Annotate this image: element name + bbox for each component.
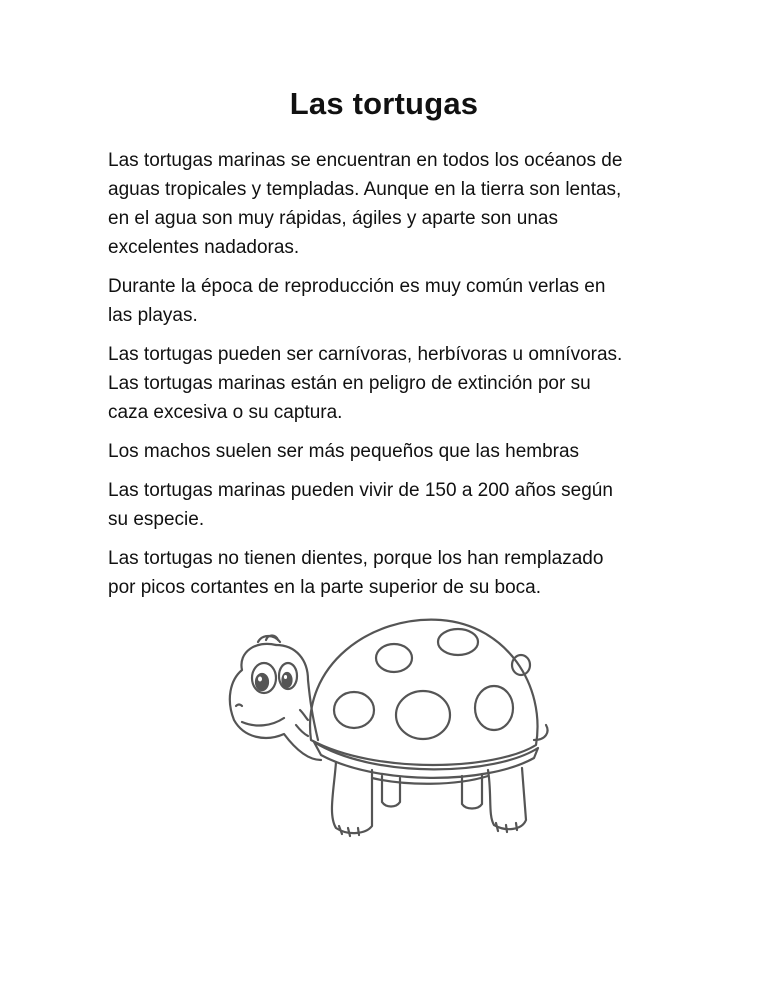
body-text [108,146,688,612]
turtle-shell-rim [314,742,538,778]
paragraph-habitat: Las tortugas marinas se encuentran en todos los océanos de aguas tropicales y templadas. Aunque en la tierra son lentas, en el agua son muy rápidas, ágiles y aparte son unas excelentes nadadoras. [108,150,623,258]
shell-spot [334,692,374,728]
paragraph-beak: Las tortugas no tienen dientes, porque los han remplazado por picos cortantes en la parte superior de su boca. [108,548,604,598]
shell-spot [396,691,450,739]
shell-spot [475,686,513,730]
turtle-front-leg [332,762,372,833]
paragraph-size: Los machos suelen ser más pequeños que las hembras [108,441,580,462]
turtle-icon [196,590,576,878]
turtle-back-leg [488,768,526,829]
shell-spot [438,629,478,655]
paragraph-lifespan: Las tortugas marinas pueden vivir de 150 a 200 años según su especie. [108,480,613,530]
turtle-illustration [196,590,576,878]
turtle-shell [310,620,537,765]
paragraph-reproduction: Durante la época de reproducción es muy común verlas en las playas. [108,276,606,326]
page-title: Las tortugas [289,86,479,121]
turtle-mouth [242,718,284,725]
turtle-head [230,644,321,760]
shell-spot [376,644,412,672]
paragraph-diet: Las tortugas pueden ser carnívoras, herbívoras u omnívoras. Las tortugas marinas están en peligro de extinción por su caza excesiva o su captura. [108,344,623,423]
shell-spot [512,655,530,675]
